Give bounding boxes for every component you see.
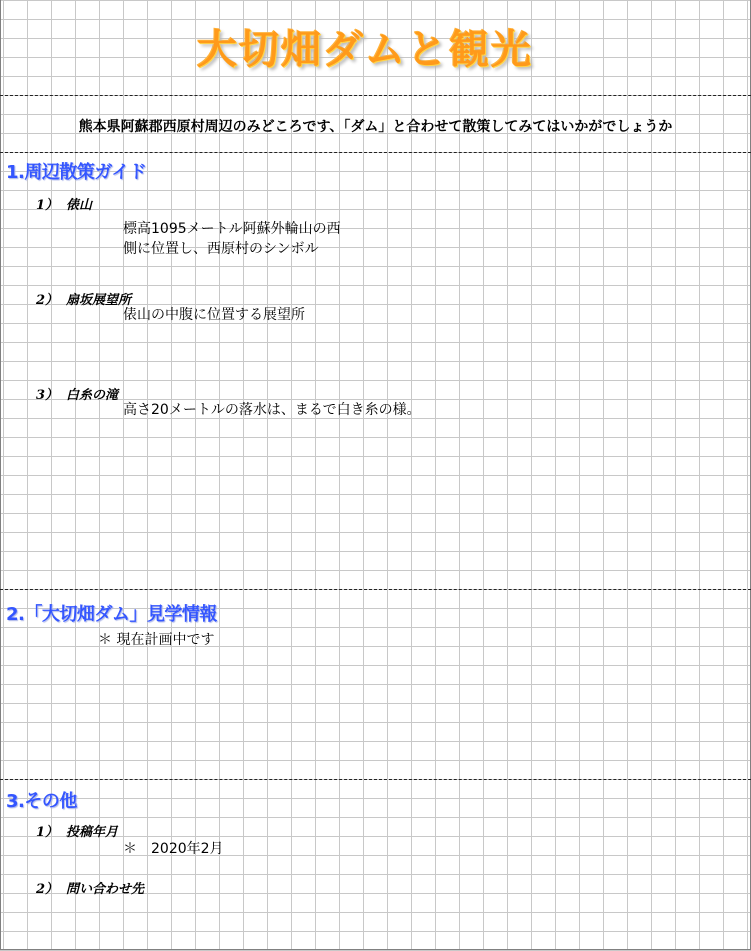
divider — [0, 152, 751, 153]
item-number: 3） — [36, 388, 59, 403]
item-number: 2） — [36, 293, 59, 308]
description-line: 側に位置し、西原村のシンボル — [123, 241, 319, 257]
subheading-tawarayama — [36, 194, 92, 213]
divider — [0, 589, 751, 590]
divider — [0, 779, 751, 780]
planning-note: ＊ 現在計画中です — [98, 632, 215, 648]
section-heading-other: 3.その他 — [6, 791, 77, 812]
section-heading-dam-tour: 2.「大切畑ダム」見学情報 — [6, 604, 217, 625]
divider — [0, 95, 751, 96]
subheading-contact — [36, 878, 144, 897]
item-title: 俵山 — [66, 198, 93, 213]
item-description — [123, 219, 341, 259]
posted-date-value: ＊ 2020年2月 — [123, 841, 224, 857]
section-heading-guide: 1.周辺散策ガイド — [6, 162, 147, 183]
item-description — [123, 400, 421, 420]
intro-text: 熊本県阿蘇郡西原村周辺のみどころです、「ダム」と合わせて散策してみてはいかがでしょうか — [78, 119, 673, 135]
item-number: 1） — [36, 198, 59, 213]
subheading-waterfall — [36, 384, 118, 403]
description-line: 俵山の中腹に位置する展望所 — [123, 307, 305, 323]
item-title: 扇坂展望所 — [66, 293, 132, 308]
subheading-observatory — [36, 289, 131, 308]
description-line: 高さ20メートルの落水は、まるで白き糸の様。 — [123, 402, 421, 418]
item-number: 2） — [36, 882, 59, 897]
item-title: 投稿年月 — [66, 825, 119, 840]
item-title: 問い合わせ先 — [66, 882, 145, 897]
description-line: 標高1095メートル阿蘇外輪山の西 — [123, 221, 341, 237]
item-title: 白糸の滝 — [66, 388, 119, 403]
item-description — [123, 305, 305, 325]
subheading-posted-date — [36, 821, 118, 840]
page-title: 大切畑ダムと観光 — [197, 27, 533, 73]
item-number: 1） — [36, 825, 59, 840]
